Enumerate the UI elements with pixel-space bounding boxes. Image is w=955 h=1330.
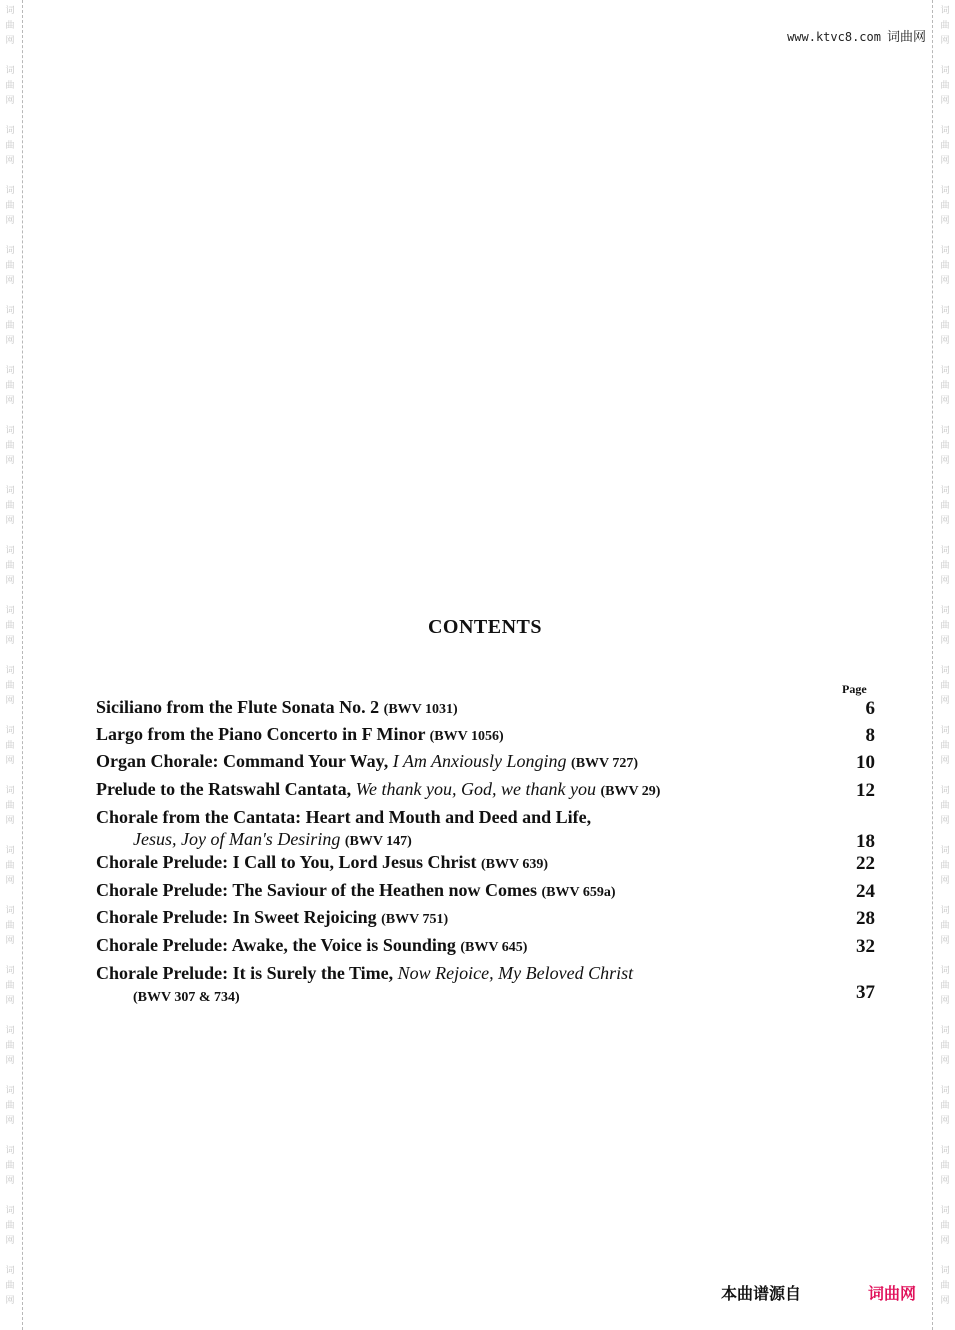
watermark-group [3, 664, 17, 709]
watermark-char: 网 [940, 216, 950, 226]
watermark-group [938, 64, 952, 109]
watermark-group [938, 484, 952, 529]
watermark-group [938, 424, 952, 469]
watermark-group [3, 784, 17, 829]
watermark-group [938, 364, 952, 409]
watermark-char: 网 [5, 1236, 15, 1246]
watermark-group [3, 724, 17, 769]
watermark-char: 曲 [5, 1101, 15, 1111]
watermark-char: 词 [940, 1266, 950, 1276]
entry-page-number: 37 [856, 982, 875, 1003]
entry-page-number: 6 [865, 698, 875, 719]
entry-bwv: (BWV 147) [344, 834, 412, 849]
watermark-char: 网 [940, 636, 950, 646]
watermark-char: 词 [940, 546, 950, 556]
watermark-group [3, 1204, 17, 1249]
entry-page-number: 24 [856, 881, 875, 902]
watermark-char: 网 [940, 1176, 950, 1186]
toc-entry [96, 906, 875, 931]
watermark-char: 网 [940, 456, 950, 466]
watermark-char: 曲 [5, 1281, 15, 1291]
watermark-char: 曲 [940, 801, 950, 811]
watermark-char: 词 [5, 546, 15, 556]
watermark-char: 词 [5, 1206, 15, 1216]
header-url[interactable] [787, 26, 926, 45]
footer-brand-link[interactable]: 词曲网 [868, 1284, 917, 1303]
toc-entry [96, 750, 875, 775]
watermark-group [3, 844, 17, 889]
watermark-char: 词 [5, 906, 15, 916]
watermark-group [938, 244, 952, 289]
watermark-char: 词 [5, 966, 15, 976]
watermark-group [3, 184, 17, 229]
toc-entry [96, 696, 875, 721]
watermark-char: 网 [5, 276, 15, 286]
watermark-char: 词 [5, 486, 15, 496]
watermark-char: 词 [5, 1146, 15, 1156]
watermark-char: 词 [940, 666, 950, 676]
watermark-char: 网 [5, 36, 15, 46]
entry-italic-title: Now Rejoice, My Beloved Christ [397, 963, 634, 983]
entry-title: Chorale Prelude: In Sweet Rejoicing [96, 907, 382, 927]
toc-entry [96, 778, 875, 803]
watermark-char: 曲 [5, 921, 15, 931]
entry-title: Prelude to the Ratswahl Cantata, [96, 779, 356, 799]
contents-title: CONTENTS [427, 616, 543, 638]
watermark-char: 曲 [940, 1281, 950, 1291]
watermark-char: 网 [5, 756, 15, 766]
watermark-char: 曲 [940, 1101, 950, 1111]
watermark-group [3, 124, 17, 169]
watermark-char: 曲 [940, 321, 950, 331]
entry-bwv: (BWV 639) [481, 857, 549, 872]
right-page-border [932, 0, 933, 1330]
watermark-char: 网 [940, 36, 950, 46]
entry-title: Largo from the Piano Concerto in F Minor [96, 724, 430, 744]
entry-page-number: 32 [856, 936, 875, 957]
entry-bwv: (BWV 659a) [541, 885, 616, 900]
watermark-char: 曲 [5, 741, 15, 751]
watermark-char: 词 [5, 726, 15, 736]
watermark-char: 曲 [940, 861, 950, 871]
watermark-char: 词 [940, 66, 950, 76]
watermark-char: 网 [940, 156, 950, 166]
watermark-group [3, 1084, 17, 1129]
watermark-char: 词 [5, 246, 15, 256]
entry-second-line [96, 828, 875, 853]
entry-bwv-second-line: (BWV 307 & 734) [133, 990, 240, 1005]
toc-entry [96, 806, 875, 853]
watermark-group [3, 244, 17, 289]
watermark-char: 词 [940, 966, 950, 976]
watermark-group [938, 724, 952, 769]
watermark-group [3, 1144, 17, 1189]
watermark-group [938, 904, 952, 949]
watermark-char: 曲 [5, 81, 15, 91]
watermark-group [3, 304, 17, 349]
watermark-char: 网 [5, 816, 15, 826]
watermark-char: 词 [5, 666, 15, 676]
watermark-group [938, 4, 952, 49]
entry-title: Chorale Prelude: Awake, the Voice is Sounding [96, 935, 461, 955]
watermark-char: 词 [940, 1206, 950, 1216]
watermark-char: 曲 [5, 861, 15, 871]
entry-title: Siciliano from the Flute Sonata No. 2 [96, 697, 384, 717]
watermark-char: 曲 [940, 1041, 950, 1051]
watermark-char: 词 [5, 1086, 15, 1096]
watermark-char: 曲 [940, 561, 950, 571]
watermark-char: 曲 [940, 621, 950, 631]
watermark-char: 词 [940, 726, 950, 736]
watermark-char: 网 [940, 1116, 950, 1126]
watermark-char: 网 [940, 1236, 950, 1246]
watermark-char: 曲 [5, 261, 15, 271]
watermark-char: 曲 [5, 681, 15, 691]
watermark-group [938, 184, 952, 229]
watermark-char: 词 [5, 1266, 15, 1276]
watermark-char: 网 [940, 816, 950, 826]
watermark-char: 词 [5, 186, 15, 196]
watermark-group [938, 1264, 952, 1309]
left-page-border [22, 0, 23, 1330]
watermark-group [3, 544, 17, 589]
watermark-char: 网 [940, 276, 950, 286]
watermark-char: 词 [940, 1086, 950, 1096]
watermark-group [3, 424, 17, 469]
watermark-char: 网 [940, 576, 950, 586]
entry-bwv: (BWV 727) [571, 756, 639, 771]
watermark-char: 曲 [940, 381, 950, 391]
watermark-char: 曲 [5, 321, 15, 331]
watermark-char: 网 [5, 1176, 15, 1186]
watermark-char: 网 [5, 1116, 15, 1126]
watermark-group [938, 844, 952, 889]
watermark-group [3, 484, 17, 529]
entry-bwv: (BWV 29) [600, 784, 661, 799]
watermark-char: 网 [5, 1296, 15, 1306]
watermark-char: 词 [5, 606, 15, 616]
watermark-char: 词 [5, 846, 15, 856]
watermark-char: 网 [5, 96, 15, 106]
watermark-char: 网 [940, 936, 950, 946]
entry-page-number: 18 [856, 831, 875, 852]
watermark-char: 网 [5, 216, 15, 226]
watermark-char: 网 [5, 636, 15, 646]
watermark-char: 曲 [5, 141, 15, 151]
watermark-group [3, 64, 17, 109]
watermark-char: 曲 [5, 381, 15, 391]
watermark-char: 网 [5, 396, 15, 406]
watermark-char: 词 [5, 426, 15, 436]
entry-bwv: (BWV 1031) [383, 702, 458, 717]
watermark-char: 词 [940, 786, 950, 796]
watermark-char: 网 [940, 516, 950, 526]
entry-bwv: (BWV 1056) [429, 729, 504, 744]
watermark-char: 曲 [5, 1221, 15, 1231]
page-column-heading: Page [842, 682, 867, 696]
watermark-char: 网 [940, 756, 950, 766]
toc-entry [96, 879, 875, 904]
watermark-group [3, 1264, 17, 1309]
watermark-char: 词 [5, 1026, 15, 1036]
watermark-char: 网 [5, 516, 15, 526]
watermark-char: 词 [940, 6, 950, 16]
watermark-char: 曲 [5, 981, 15, 991]
watermark-char: 词 [940, 606, 950, 616]
watermark-char: 曲 [5, 801, 15, 811]
watermark-char: 网 [5, 456, 15, 466]
watermark-char: 网 [5, 336, 15, 346]
watermark-char: 网 [940, 1296, 950, 1306]
toc-entry [96, 934, 875, 959]
watermark-char: 曲 [940, 1221, 950, 1231]
watermark-char: 曲 [940, 981, 950, 991]
entry-title: Chorale Prelude: I Call to You, Lord Jesus Christ [96, 852, 482, 872]
watermark-char: 词 [5, 66, 15, 76]
watermark-group [938, 1204, 952, 1249]
watermark-char: 曲 [5, 201, 15, 211]
entry-page-number: 8 [865, 725, 875, 746]
entry-bwv: (BWV 645) [460, 940, 528, 955]
watermark-char: 曲 [5, 441, 15, 451]
watermark-char: 词 [940, 246, 950, 256]
watermark-group [3, 904, 17, 949]
watermark-char: 网 [5, 876, 15, 886]
entry-italic-title: I Am Anxiously Longing [392, 751, 572, 771]
entry-italic-title: Jesus, Joy of Man's Desiring [133, 829, 345, 849]
watermark-char: 网 [940, 876, 950, 886]
watermark-char: 词 [940, 126, 950, 136]
watermark-char: 网 [5, 1056, 15, 1066]
watermark-char: 曲 [5, 621, 15, 631]
watermark-char: 词 [5, 366, 15, 376]
watermark-char: 曲 [940, 921, 950, 931]
watermark-char: 网 [5, 696, 15, 706]
watermark-group [938, 1144, 952, 1189]
watermark-char: 网 [940, 396, 950, 406]
watermark-char: 网 [940, 996, 950, 1006]
entry-page-number: 22 [856, 853, 875, 874]
entry-page-number: 10 [856, 752, 875, 773]
watermark-char: 词 [940, 366, 950, 376]
watermark-char: 曲 [940, 261, 950, 271]
watermark-char: 词 [940, 306, 950, 316]
watermark-char: 曲 [940, 1161, 950, 1171]
watermark-char: 词 [5, 126, 15, 136]
toc-entry [96, 723, 875, 748]
entry-page-number: 12 [856, 780, 875, 801]
watermark-char: 网 [5, 936, 15, 946]
watermark-char: 网 [940, 336, 950, 346]
entry-page-number: 28 [856, 908, 875, 929]
entry-italic-title: We thank you, God, we thank you [355, 779, 601, 799]
site-url[interactable]: www.ktvc8.com [787, 30, 881, 44]
watermark-group [938, 964, 952, 1009]
watermark-char: 网 [5, 996, 15, 1006]
watermark-group [938, 544, 952, 589]
watermark-char: 曲 [940, 501, 950, 511]
watermark-char: 曲 [940, 741, 950, 751]
watermark-group [3, 1024, 17, 1069]
watermark-char: 词 [940, 486, 950, 496]
watermark-group [938, 1084, 952, 1129]
watermark-group [3, 364, 17, 409]
entry-title: Chorale Prelude: It is Surely the Time, [96, 963, 398, 983]
entry-bwv: (BWV 751) [381, 912, 449, 927]
watermark-char: 词 [940, 186, 950, 196]
watermark-group [3, 964, 17, 1009]
watermark-group [938, 784, 952, 829]
watermark-char: 词 [5, 6, 15, 16]
watermark-char: 网 [5, 576, 15, 586]
watermark-char: 词 [5, 306, 15, 316]
watermark-char: 曲 [940, 141, 950, 151]
entry-title: Chorale Prelude: The Saviour of the Heathen now Comes [96, 880, 542, 900]
watermark-char: 词 [5, 786, 15, 796]
watermark-char: 网 [5, 156, 15, 166]
watermark-char: 网 [940, 96, 950, 106]
watermark-char: 曲 [5, 501, 15, 511]
footer-source-text: 本曲谱源自 [721, 1284, 802, 1303]
toc-entry [96, 851, 875, 876]
entry-title: Chorale from the Cantata: Heart and Mouth and Deed and Life, [96, 807, 592, 827]
watermark-char: 词 [940, 426, 950, 436]
watermark-char: 曲 [5, 1161, 15, 1171]
watermark-group [938, 124, 952, 169]
watermark-char: 曲 [940, 201, 950, 211]
watermark-char: 词 [940, 1026, 950, 1036]
watermark-char: 曲 [5, 561, 15, 571]
watermark-char: 词 [940, 846, 950, 856]
watermark-char: 曲 [5, 1041, 15, 1051]
watermark-char: 曲 [940, 21, 950, 31]
watermark-group [938, 1024, 952, 1069]
watermark-char: 网 [940, 1056, 950, 1066]
watermark-group [3, 4, 17, 49]
entry-title: Organ Chorale: Command Your Way, [96, 751, 393, 771]
toc-entry [96, 962, 875, 1009]
watermark-char: 词 [940, 1146, 950, 1156]
site-name: 词曲网 [886, 30, 926, 45]
watermark-char: 曲 [5, 21, 15, 31]
watermark-char: 曲 [940, 441, 950, 451]
watermark-char: 词 [940, 906, 950, 916]
watermark-char: 曲 [940, 681, 950, 691]
watermark-group [938, 664, 952, 709]
watermark-char: 网 [940, 696, 950, 706]
watermark-group [938, 304, 952, 349]
watermark-char: 曲 [940, 81, 950, 91]
